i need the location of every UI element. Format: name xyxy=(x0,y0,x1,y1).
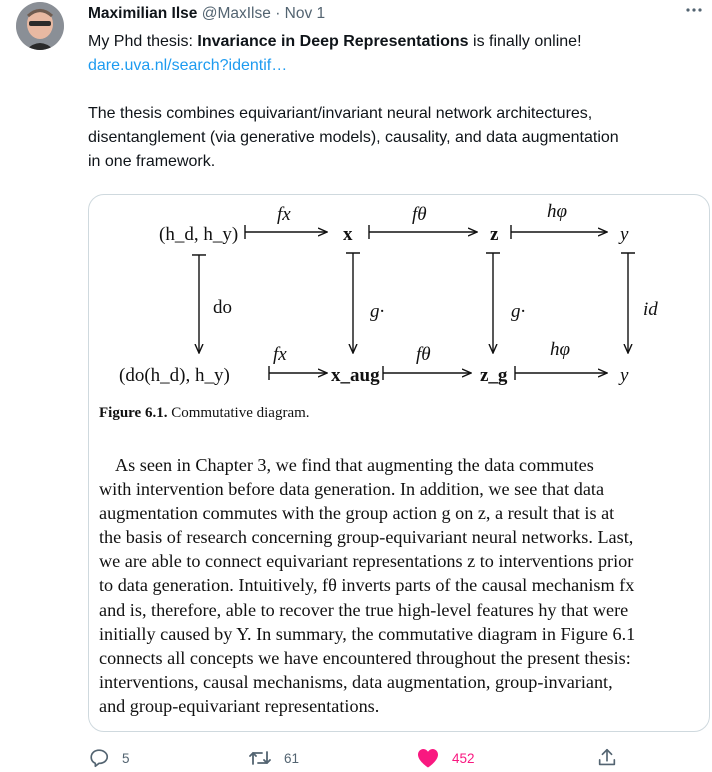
retweet-icon xyxy=(248,747,272,769)
retweet-count: 61 xyxy=(284,750,300,766)
label-hphi-top: hφ xyxy=(547,201,568,222)
avatar-photo xyxy=(16,2,64,50)
paragraph-line: with intervention before data generation. In addition, we see that data xyxy=(99,479,605,500)
paragraph-line: interventions, causal mechanisms, data augmentation, group-invariant, xyxy=(99,671,613,692)
node-x-aug: x_aug xyxy=(331,365,380,386)
label-id: id xyxy=(643,299,658,320)
label-ftheta-top: fθ xyxy=(412,204,427,225)
share-button[interactable] xyxy=(596,744,618,772)
tweet-body-line: in one framework. xyxy=(88,153,216,170)
node-z-g: z_g xyxy=(480,365,508,386)
avatar[interactable] xyxy=(16,2,64,50)
author-handle[interactable]: @MaxIlse xyxy=(201,5,271,22)
paragraph-line: initially caused by Y. In summary, the commutative diagram in Figure 6.1 xyxy=(99,623,636,644)
more-dots-icon[interactable] xyxy=(682,0,706,24)
media-image[interactable] xyxy=(88,194,710,732)
thesis-title: Invariance in Deep Representations xyxy=(197,33,469,50)
paragraph-line: we are able to connect equivariant representations z to interventions prior xyxy=(99,551,634,572)
caption-label: Figure 6.1. xyxy=(99,405,168,421)
retweet-button[interactable] xyxy=(248,744,299,772)
like-count: 452 xyxy=(452,750,475,766)
label-hphi-bottom: hφ xyxy=(550,339,571,360)
label-g-1: g· xyxy=(370,301,385,322)
label-ftheta-bottom: fθ xyxy=(416,344,431,365)
commutative-diagram xyxy=(89,195,709,395)
share-icon xyxy=(596,747,618,769)
node-y-top: y xyxy=(620,224,629,245)
node-y-bottom: y xyxy=(620,365,629,386)
tweet-date[interactable]: Nov 1 xyxy=(284,5,326,22)
reply-count: 5 xyxy=(122,750,130,766)
paragraph-line: and group-equivariant representations. xyxy=(99,695,380,716)
label-g-2: g· xyxy=(511,301,526,322)
tweet-text-prefix: My Phd thesis: xyxy=(88,33,198,50)
paragraph-line: to data generation. Intuitively, fθ inverts parts of the causal mechanism fx xyxy=(99,575,635,596)
paragraph-line: As seen in Chapter 3, we find that augmenting the data commutes xyxy=(115,455,594,475)
tweet-body-line: The thesis combines equivariant/invariant neural network architectures, xyxy=(88,105,593,122)
node-x: x xyxy=(343,224,353,245)
tweet-text-suffix: is finally online! xyxy=(468,33,582,50)
node-z: z xyxy=(490,224,499,245)
reply-icon xyxy=(88,747,110,769)
figure-caption xyxy=(99,405,310,422)
label-fx-bottom: fx xyxy=(273,344,287,365)
paragraph-line: connects all concepts we have encountered throughout the present thesis: xyxy=(99,647,631,668)
separator-dot: · xyxy=(275,5,281,22)
node-do-hd-hy: (do(h_d), h_y) xyxy=(119,365,230,386)
tweet-header xyxy=(88,4,325,24)
author-name[interactable]: Maximilian Ilse xyxy=(88,5,198,22)
reply-button[interactable] xyxy=(88,744,130,772)
paragraph-line: the basis of research concerning group-equivariant neural networks. Last, xyxy=(99,527,634,548)
like-button[interactable] xyxy=(416,744,475,772)
label-do: do xyxy=(213,297,232,318)
thesis-link[interactable]: dare.uva.nl/search?identif… xyxy=(88,57,288,74)
thesis-paragraph xyxy=(99,453,707,718)
paragraph-line: and is, therefore, able to recover the true high-level features hy that were xyxy=(99,599,629,620)
tweet-body-line: disentanglement (via generative models), causality, and data augmentation xyxy=(88,129,619,146)
tweet-line-1 xyxy=(88,30,582,54)
caption-text: Commutative diagram. xyxy=(167,405,310,421)
label-fx-top: fx xyxy=(277,204,291,225)
heart-icon xyxy=(416,747,440,769)
tweet-actions xyxy=(88,744,708,772)
node-hd-hy: (h_d, h_y) xyxy=(159,224,239,245)
paragraph-line: augmentation commutes with the group action g on z, a result that is at xyxy=(99,503,615,524)
